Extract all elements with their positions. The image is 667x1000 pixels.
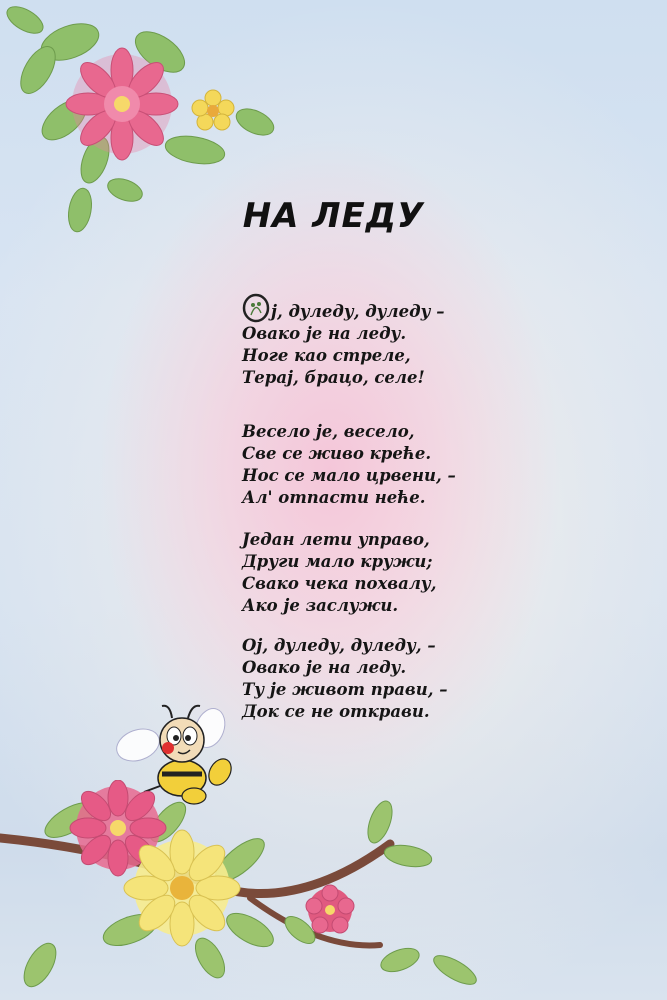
poem-line: Ал' отпасти неће.	[242, 488, 426, 507]
poem-line: Док се не открави.	[242, 702, 430, 721]
poem-line: Један лети управо,	[242, 530, 430, 549]
poem-title: НА ЛЕДУ	[242, 196, 425, 236]
stanza-1	[242, 293, 542, 389]
poem-line: Нос се мало црвени, –	[242, 466, 456, 485]
poem-line: Свако чека похвалу,	[242, 574, 437, 593]
poem-line: Овако је на леду.	[242, 324, 407, 343]
small-pink-flower-icon	[306, 885, 354, 933]
stanza-4	[242, 635, 542, 723]
poem-line: Други мало кружи;	[242, 552, 433, 571]
poem-line: Ој, дуледу, дуледу, –	[242, 636, 436, 655]
stanza-3	[242, 529, 542, 617]
yellow-flower-icon	[124, 830, 240, 946]
poem-line: Ноге као стреле,	[242, 346, 411, 365]
yellow-flower-icon	[192, 90, 234, 130]
poem-line: Ако је заслужи.	[242, 596, 399, 615]
dropcap-icon	[242, 293, 270, 323]
flower-branch-icon	[0, 780, 520, 1000]
poem-line: Терај, брацо, селе!	[242, 368, 425, 387]
poem-line: Ту је живот прави, –	[242, 680, 448, 699]
pink-flower-icon	[66, 48, 178, 160]
poem-line: Овако је на леду.	[242, 658, 407, 677]
poem-line: Све се живо креће.	[242, 444, 432, 463]
poem-line: ј, дуледу, дуледу –	[242, 293, 542, 323]
poem-line: Весело је, весело,	[242, 422, 415, 441]
stanza-2	[242, 421, 542, 509]
